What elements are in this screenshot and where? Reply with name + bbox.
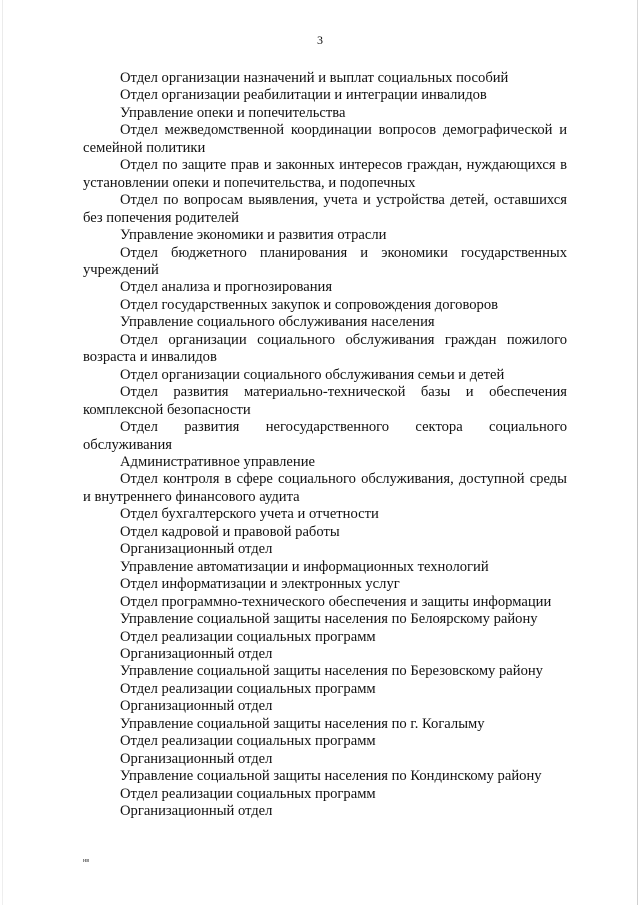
list-item: Управление автоматизации и информационных технологий [120,558,489,575]
list-item: Отдел реализации социальных программ [120,785,376,802]
list-item: Отдел по защите прав и законных интересов граждан, нуждающихся в установлении опеки и попечительства, и подопечных [83,157,567,191]
list-item: Отдел организации социального обслуживания семьи и детей [120,366,505,383]
list-item: Организационный отдел [120,750,273,767]
department-list [83,70,567,820]
list-item: Управление социальной защиты населения по Березовскому району [120,663,543,680]
list-item: Управление социального обслуживания населения [120,314,435,331]
list-item: Отдел программно-технического обеспечения и защиты информации [120,593,552,610]
page-number: 3 [317,33,323,47]
list-item: Организационный отдел [120,645,273,662]
list-item: Отдел реализации социальных программ [120,628,376,645]
list-item: Отдел реализации социальных программ [120,733,376,750]
list-item: Отдел межведомственной координации вопросов демографической и семейной политики [83,122,567,156]
list-item: Управление опеки и попечительства [120,104,346,121]
scan-edge-right [637,0,638,905]
list-item: Отдел информатизации и электронных услуг [120,576,400,593]
list-item: Организационный отдел [120,698,273,715]
scan-edge-left [2,0,3,905]
list-item: Отдел развития негосударственного сектора социального обслуживания [83,419,567,453]
list-item: Административное управление [120,453,315,470]
list-item: Отдел по вопросам выявления, учета и устройства детей, оставшихся без попечения родителей [83,192,567,226]
list-item: Отдел бухгалтерского учета и отчетности [120,506,379,523]
list-item: Управление экономики и развития отрасли [120,227,387,244]
list-item: Управление социальной защиты населения по Белоярскому району [120,611,538,628]
list-item: Управление социальной защиты населения по Кондинскому району [120,768,542,785]
list-item: Отдел реализации социальных программ [120,680,376,697]
list-item: Организационный отдел [120,541,273,558]
footer-mark: нв [83,858,90,864]
list-item: Отдел государственных закупок и сопровождения договоров [120,296,499,313]
list-item: Отдел организации реабилитации и интеграции инвалидов [120,87,487,104]
list-item: Организационный отдел [120,803,273,820]
list-item: Отдел организации социального обслуживания граждан пожилого возраста и инвалидов [83,331,567,366]
list-item: Управление социальной защиты населения по г. Когалыму [120,715,485,732]
list-item: Отдел бюджетного планирования и экономики государственных учреждений [83,244,567,278]
list-item: Отдел развития материально-технической базы и обеспечения комплексной безопасности [83,384,567,418]
list-item: Отдел контроля в сфере социального обслуживания, доступной среды и внутреннего финансового аудита [83,471,567,505]
list-item: Отдел анализа и прогнозирования [120,279,333,296]
list-item: Отдел кадровой и правовой работы [120,523,340,540]
list-item: Отдел организации назначений и выплат социальных пособий [120,70,509,86]
